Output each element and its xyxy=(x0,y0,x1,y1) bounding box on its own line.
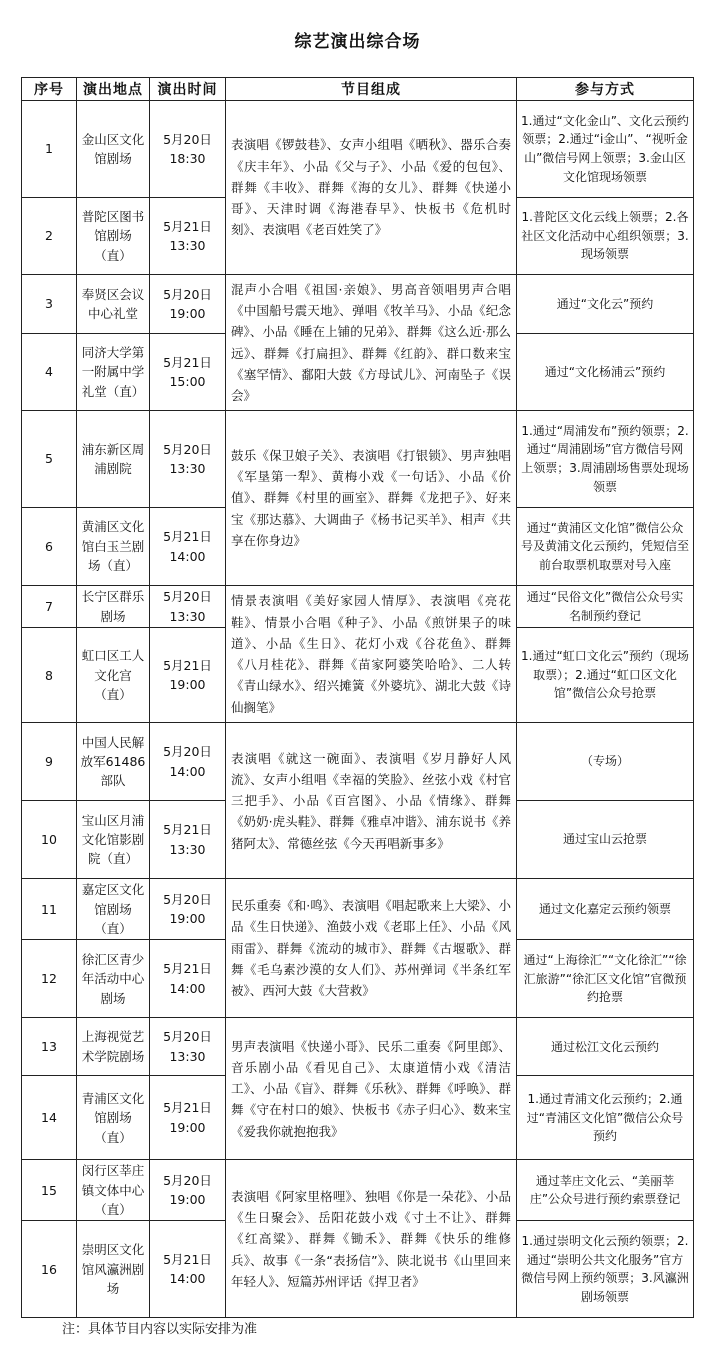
participation-cell: 通过松江文化云预约 xyxy=(517,1018,694,1076)
time-cell: 5月20日 13:30 xyxy=(150,586,226,628)
venue-cell: 青浦区文化馆剧场（直） xyxy=(77,1076,150,1160)
time-cell: 5月20日 14:00 xyxy=(150,723,226,801)
row-number: 4 xyxy=(22,334,77,411)
header-time: 演出时间 xyxy=(150,78,226,101)
time-cell: 5月21日 14:00 xyxy=(150,508,226,586)
table-row xyxy=(22,723,694,801)
time-cell: 5月21日 14:00 xyxy=(150,1221,226,1318)
header-participation: 参与方式 xyxy=(517,78,694,101)
venue-cell: 宝山区月浦文化馆影剧院（直） xyxy=(77,801,150,879)
time-cell: 5月21日 15:00 xyxy=(150,334,226,411)
programs-cell: 混声小合唱《祖国·亲娘》、男高音领唱男声合唱《中国船号震天地》、弹唱《牧羊马》、小品《纪念碑》、小品《睡在上铺的兄弟》、群舞《这么近·那么远》、群舞《打扁担》、群舞《红韵》、群口数来宝《塞罕情》、鄱阳大鼓《方母试儿》、河南坠子《误会》 xyxy=(226,275,517,411)
row-number: 6 xyxy=(22,508,77,586)
table-row xyxy=(22,1160,694,1221)
time-cell: 5月20日 19:00 xyxy=(150,1160,226,1221)
performance-table xyxy=(21,77,694,1318)
time-cell: 5月20日 13:30 xyxy=(150,411,226,508)
time-cell: 5月21日 19:00 xyxy=(150,1076,226,1160)
header-venue: 演出地点 xyxy=(77,78,150,101)
programs-cell: 民乐重奏《和·鸣》、表演唱《唱起歌来上大梁》、小品《生日快递》、渔鼓小戏《老耶上任》、小品《风雨雷》、群舞《流动的城市》、群舞《古堰歌》、群舞《毛乌素沙漠的女人们》、苏州弹词《半条红军被》、西河大鼓《大营救》 xyxy=(226,879,517,1018)
venue-cell: 崇明区文化馆风瀛洲剧场 xyxy=(77,1221,150,1318)
participation-cell: 1.普陀区文化云线上领票；2.各社区文化活动中心组织领票；3.现场领票 xyxy=(517,198,694,275)
header-no: 序号 xyxy=(22,78,77,101)
venue-cell: 金山区文化馆剧场 xyxy=(77,101,150,198)
venue-cell: 徐汇区青少年活动中心剧场 xyxy=(77,940,150,1018)
row-number: 16 xyxy=(22,1221,77,1318)
participation-cell: 通过“民俗文化”微信公众号实名制预约登记 xyxy=(517,586,694,628)
table-header-row xyxy=(22,78,694,101)
row-number: 10 xyxy=(22,801,77,879)
programs-cell: 表演唱《锣鼓巷》、女声小组唱《晒秋》、器乐合奏《庆丰年》、小品《父与子》、小品《爱的包包》、群舞《丰收》、群舞《海的女儿》、群舞《快递小哥》、天津时调《海港春早》、快板书《危机时刻》、表演唱《老百姓笑了》 xyxy=(226,101,517,275)
time-cell: 5月21日 14:00 xyxy=(150,940,226,1018)
programs-cell: 表演唱《就这一碗面》、表演唱《岁月静好人风流》、女声小组唱《幸福的笑脸》、丝弦小戏《村官三把手》、小品《百宫图》、小品《情缘》、群舞《奶奶·虎头鞋》、群舞《雅卓冲谐》、浦东说书《养猪阿太》、常德丝弦《今天再唱新事多》 xyxy=(226,723,517,879)
row-number: 9 xyxy=(22,723,77,801)
venue-cell: 普陀区图书馆剧场（直） xyxy=(77,198,150,275)
participation-cell: 1.通过崇明文化云预约领票；2.通过“崇明公共文化服务”官方微信号网上预约领票；3.风瀛洲剧场领票 xyxy=(517,1221,694,1318)
table-row xyxy=(22,275,694,334)
table-row xyxy=(22,586,694,628)
row-number: 8 xyxy=(22,628,77,723)
row-number: 13 xyxy=(22,1018,77,1076)
participation-cell: （专场） xyxy=(517,723,694,801)
table-row xyxy=(22,879,694,940)
venue-cell: 嘉定区文化馆剧场（直） xyxy=(77,879,150,940)
row-number: 3 xyxy=(22,275,77,334)
venue-cell: 长宁区群乐剧场 xyxy=(77,586,150,628)
row-number: 14 xyxy=(22,1076,77,1160)
participation-cell: 通过莘庄文化云、“美丽莘庄”公众号进行预约索票登记 xyxy=(517,1160,694,1221)
participation-cell: 通过“黄浦区文化馆”微信公众号及黄浦文化云预约，凭短信至前台取票机取票对号入座 xyxy=(517,508,694,586)
participation-cell: 通过文化嘉定云预约领票 xyxy=(517,879,694,940)
programs-cell: 表演唱《阿家里格哩》、独唱《你是一朵花》、小品《生日聚会》、岳阳花鼓小戏《寸土不让》、群舞《红高粱》、群舞《锄禾》、群舞《快乐的维修兵》、故事《一条“表扬信”》、陕北说书《山里回来年轻人》、短篇苏州评话《捍卫者》 xyxy=(226,1160,517,1318)
programs-cell: 鼓乐《保卫娘子关》、表演唱《打银锁》、男声独唱《军垦第一犁》、黄梅小戏《一句话》、小品《价值》、群舞《村里的画室》、群舞《龙把子》、好来宝《那达慕》、大调曲子《杨书记买羊》、相声《共享在你身边》 xyxy=(226,411,517,586)
programs-cell: 情景表演唱《美好家园人情厚》、表演唱《亮花鞋》、情景小合唱《种子》、小品《煎饼果子的味道》、小品《生日》、花灯小戏《谷花鱼》、群舞《八月桂花》、群舞《苗家阿婆笑哈哈》、二人转《青山绿水》、绍兴摊簧《外婆坑》、湖北大鼓《诗仙搁笔》 xyxy=(226,586,517,723)
programs-cell: 男声表演唱《快递小哥》、民乐二重奏《阿里郎》、音乐剧小品《看见自己》、太康道情小戏《清洁工》、小品《盲》、群舞《乐秋》、群舞《呼唤》、群舞《守在村口的娘》、快板书《赤子归心》、数来宝《爱我你就抱抱我》 xyxy=(226,1018,517,1160)
venue-cell: 奉贤区会议中心礼堂 xyxy=(77,275,150,334)
table-row xyxy=(22,101,694,198)
time-cell: 5月20日 13:30 xyxy=(150,1018,226,1076)
row-number: 5 xyxy=(22,411,77,508)
participation-cell: 通过“文化杨浦云”预约 xyxy=(517,334,694,411)
header-programs: 节目组成 xyxy=(226,78,517,101)
venue-cell: 中国人民解放军61486部队 xyxy=(77,723,150,801)
page-title: 综艺演出综合场 xyxy=(294,32,421,52)
participation-cell: 通过“上海徐汇”“文化徐汇”“徐汇旅游”“徐汇区文化馆”官微预约抢票 xyxy=(517,940,694,1018)
participation-cell: 1.通过青浦文化云预约；2.通过“青浦区文化馆”微信公众号预约 xyxy=(517,1076,694,1160)
participation-cell: 1.通过“周浦发布”预约领票；2.通过“周浦剧场”官方微信号网上领票；3.周浦剧场售票处现场领票 xyxy=(517,411,694,508)
venue-cell: 上海视觉艺术学院剧场 xyxy=(77,1018,150,1076)
table-row xyxy=(22,411,694,508)
row-number: 15 xyxy=(22,1160,77,1221)
row-number: 11 xyxy=(22,879,77,940)
time-cell: 5月21日 19:00 xyxy=(150,628,226,723)
venue-cell: 黄浦区文化馆白玉兰剧场（直） xyxy=(77,508,150,586)
time-cell: 5月20日 19:00 xyxy=(150,275,226,334)
participation-cell: 1.通过“文化金山”、文化云预约领票；2.通过“i金山”、“视听金山”微信号网上领票；3.金山区文化馆现场领票 xyxy=(517,101,694,198)
row-number: 2 xyxy=(22,198,77,275)
venue-cell: 闵行区莘庄镇文体中心（直） xyxy=(77,1160,150,1221)
time-cell: 5月20日 18:30 xyxy=(150,101,226,198)
row-number: 1 xyxy=(22,101,77,198)
participation-cell: 1.通过“虹口文化云”预约（现场取票）；2.通过“虹口区文化馆”微信公众号抢票 xyxy=(517,628,694,723)
table-row xyxy=(22,1018,694,1076)
venue-cell: 同济大学第一附属中学礼堂（直） xyxy=(77,334,150,411)
venue-cell: 浦东新区周浦剧院 xyxy=(77,411,150,508)
participation-cell: 通过“文化云”预约 xyxy=(517,275,694,334)
time-cell: 5月21日 13:30 xyxy=(150,801,226,879)
participation-cell: 通过宝山云抢票 xyxy=(517,801,694,879)
row-number: 7 xyxy=(22,586,77,628)
time-cell: 5月21日 13:30 xyxy=(150,198,226,275)
footnote: 注：具体节目内容以实际安排为准 xyxy=(62,1322,258,1337)
row-number: 12 xyxy=(22,940,77,1018)
venue-cell: 虹口区工人文化宫（直） xyxy=(77,628,150,723)
time-cell: 5月20日 19:00 xyxy=(150,879,226,940)
